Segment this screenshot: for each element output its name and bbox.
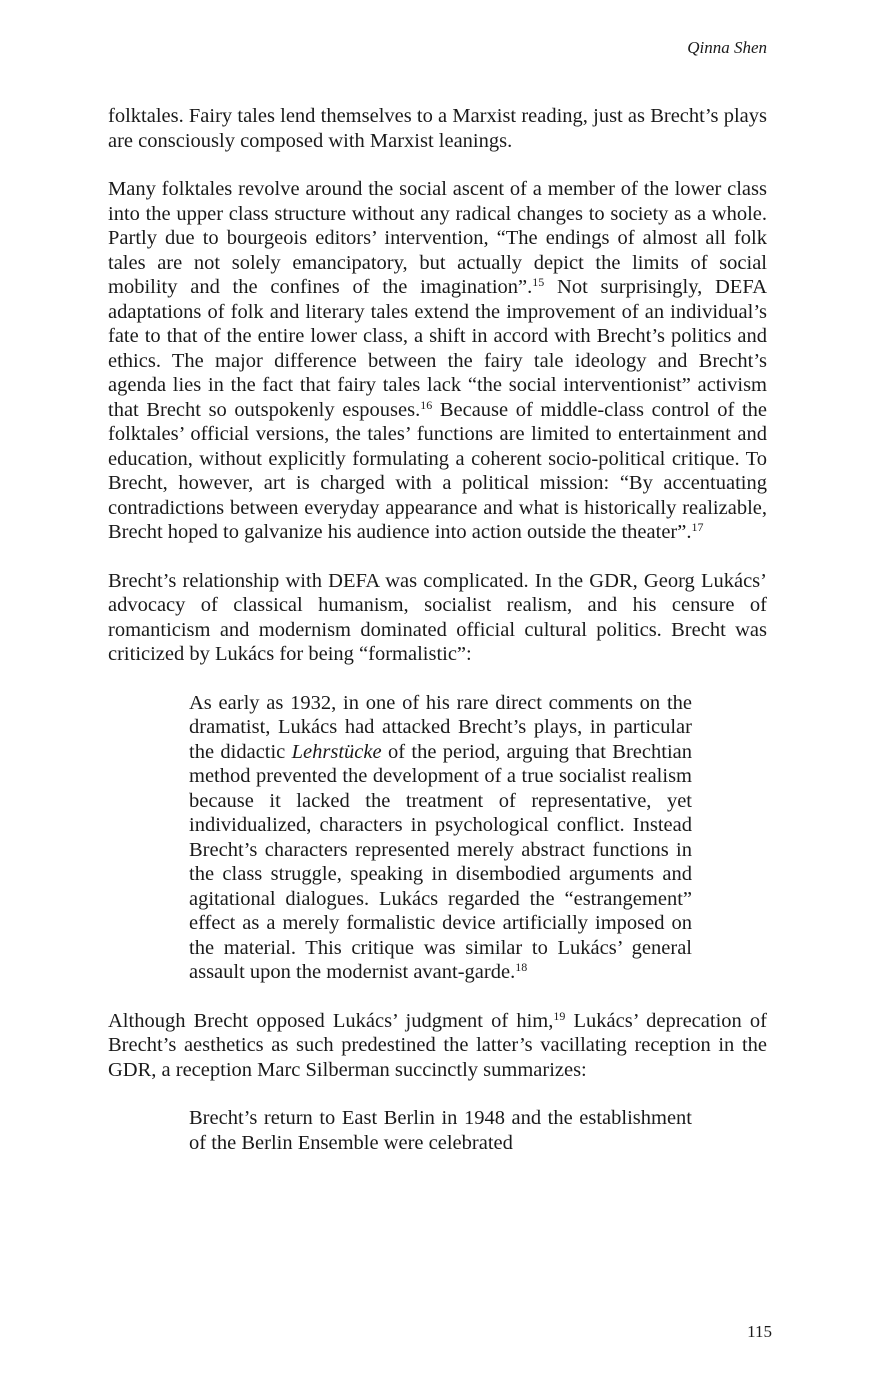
- text-run: Because of middle-class control of the folktales’ official versions, the tales’ functions are limited to entertainment and education, without explicitly formulating a coherent socio-political critique. To Brecht, however, art is charged with a political mission: “By accentuating contradictions between everyday appearance and what is historically realizable, Brecht hoped to galvanize his audience into action outside the theater”.: [108, 398, 767, 543]
- text-run: folktales. Fairy tales lend themselves to a Marxist reading, just as Brecht’s plays are consciously composed with Marxist leanings.: [108, 105, 767, 152]
- paragraph-2: [108, 177, 767, 545]
- footnote-ref: 19: [553, 1008, 566, 1023]
- text-run: Lukács’ deprecation of Brecht’s aesthetics as such predestined the latter’s vacillating reception in the GDR, a reception Marc Silberman succinctly summarizes:: [108, 1009, 767, 1081]
- running-head: Qinna Shen: [687, 38, 767, 57]
- footnote-ref: 15: [532, 275, 545, 289]
- page-number: 115: [747, 1322, 772, 1341]
- paragraph-3: [108, 569, 767, 667]
- text-run: of the period, arguing that Brechtian method prevented the development of a true socialist realism because it lacked the treatment of representative, yet individualized, characters in psychological conflict. Instead Brecht’s characters represented merely abstract functions in the class struggle, speaking in disembodied arguments and agitational dialogues. Lukács regarded the “estrangement” effect as a merely formalistic device artificially imposed on the material. This critique was similar to Lukács’ general assault upon the modernist avant-garde.: [189, 740, 692, 983]
- footnote-ref: 16: [420, 397, 433, 412]
- text-run: Although Brecht opposed Lukács’ judgment of him,: [108, 1009, 554, 1032]
- block-quote-2: [189, 1106, 692, 1155]
- footnote-ref: 17: [691, 520, 704, 534]
- text-run: Brecht’s relationship with DEFA was complicated. In the GDR, Georg Lukács’ advocacy of classical humanism, socialist realism, and his censure of romanticism and modernism dominated official cultural politics. Brecht was criticized by Lukács for being “formalistic”:: [108, 569, 767, 665]
- text-run: Brecht’s return to East Berlin in 1948 and the establishment of the Berlin Ensemble were celebrated: [189, 1107, 692, 1154]
- text-run: Many folktales revolve around the social ascent of a member of the lower class into the upper class structure without any radical changes to society as a whole. Partly due to bourgeois editors’ intervention, “The endings of almost all folk tales are not solely emancipatory, but actually depict the limits of social mobility and the confines of the imagination”.: [108, 178, 767, 298]
- text-run: Not surprisingly, DEFA adaptations of folk and literary tales extend the improvement of an individual’s fate to that of the entire lower class, a shift in accord with Brecht’s politics and ethics. The major difference between the fairy tale ideology and Brecht’s agenda lies in the fact that fairy tales lack “the social interventionist” activism that Brecht so outspokenly espouses.: [108, 276, 768, 421]
- italic-text: Lehrstücke: [291, 740, 382, 763]
- footnote-ref: 18: [515, 960, 528, 974]
- text-run: As early as 1932, in one of his rare direct comments on the dramatist, Lukács had attacked Brecht’s plays, in particular the didactic: [189, 691, 692, 763]
- page-body: [108, 104, 767, 1179]
- block-quote-1: [189, 691, 692, 985]
- paragraph-1: [108, 104, 767, 153]
- paragraph-4: [108, 1009, 767, 1083]
